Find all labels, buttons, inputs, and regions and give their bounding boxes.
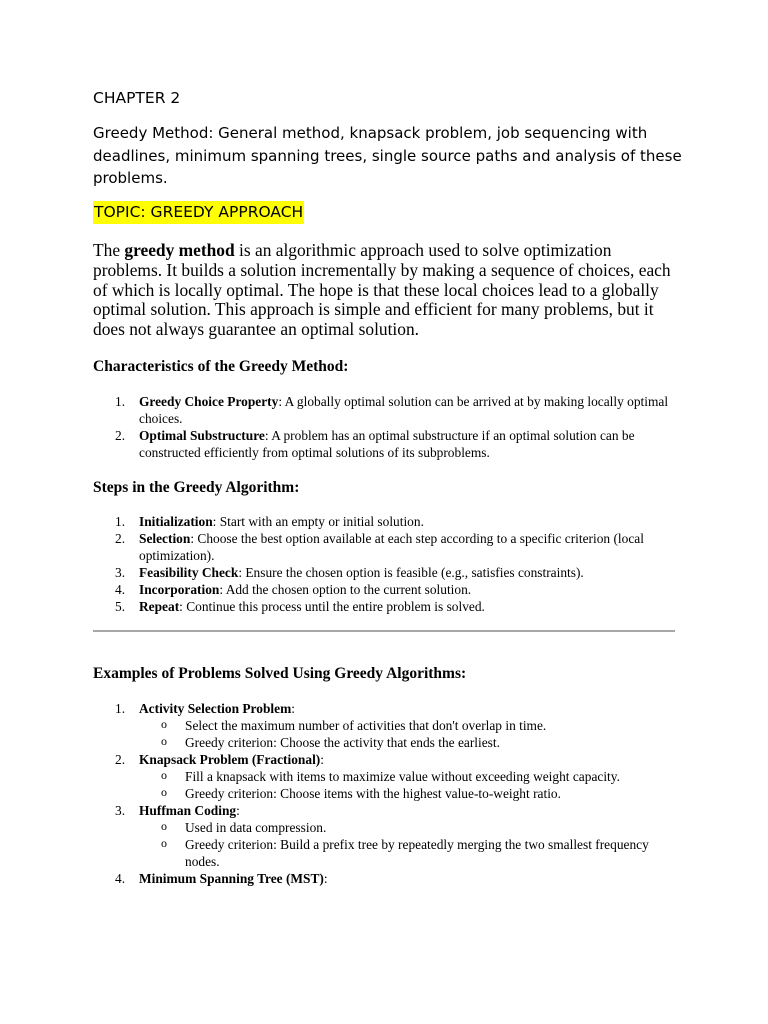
list-item — [93, 751, 683, 802]
characteristics-list — [93, 393, 683, 461]
sub-list-item — [139, 734, 683, 751]
bullet-icon: o — [161, 785, 167, 799]
sub-list — [139, 768, 683, 802]
list-number: 1. — [115, 514, 126, 529]
list-number: 3. — [115, 803, 126, 818]
characteristics-heading: Characteristics of the Greedy Method: — [93, 358, 349, 375]
sub-item-text: Greedy criterion: Build a prefix tree by repeatedly merging the two smallest frequency nodes. — [185, 837, 649, 869]
list-term: Minimum Spanning Tree (MST) — [139, 871, 324, 886]
list-number: 3. — [115, 565, 126, 580]
list-item — [93, 393, 683, 427]
list-number: 4. — [115, 582, 126, 597]
examples-heading: Examples of Problems Solved Using Greedy Algorithms: — [93, 665, 467, 682]
list-term: Knapsack Problem (Fractional) — [139, 752, 321, 767]
sub-list-item — [139, 785, 683, 802]
sub-item-text: Fill a knapsack with items to maximize value without exceeding weight capacity. — [185, 769, 620, 784]
bullet-icon: o — [161, 819, 167, 833]
list-text: : Add the chosen option to the current solution. — [219, 582, 472, 597]
sub-list-item — [139, 836, 683, 870]
bullet-icon: o — [161, 734, 167, 748]
list-term: Incorporation — [139, 582, 220, 597]
sub-item-text: Select the maximum number of activities that don't overlap in time. — [185, 718, 547, 733]
list-number: 2. — [115, 531, 126, 546]
bullet-icon: o — [161, 836, 167, 850]
list-text: : Ensure the chosen option is feasible (e.g., satisfies constraints). — [238, 565, 584, 580]
sub-list-item — [139, 717, 683, 734]
list-text: : — [236, 803, 240, 818]
list-number: 2. — [115, 752, 126, 767]
bullet-icon: o — [161, 768, 167, 782]
list-term: Optimal Substructure — [139, 428, 265, 443]
list-number: 2. — [115, 428, 126, 443]
sub-list — [139, 717, 683, 751]
examples-list — [93, 700, 683, 887]
list-item — [93, 802, 683, 870]
horizontal-rule — [93, 630, 675, 632]
list-text: : A problem has an optimal substructure if an optimal solution can be constructed efficiently from optimal solutions of its subproblems. — [139, 428, 635, 460]
list-term: Initialization — [139, 514, 213, 529]
intro-text-before: The — [93, 240, 125, 260]
list-item — [93, 581, 683, 598]
list-term: Huffman Coding — [139, 803, 237, 818]
sub-item-text: Used in data compression. — [185, 820, 327, 835]
list-term: Feasibility Check — [139, 565, 239, 580]
list-item — [93, 700, 683, 751]
list-text: : — [291, 701, 295, 716]
list-text: : Choose the best option available at each step according to a specific criterion (local optimization). — [139, 531, 644, 563]
list-item — [93, 530, 683, 564]
chapter-subtitle: Greedy Method: General method, knapsack problem, job sequencing with deadlines, minimum spanning trees, single source paths and analysis of these problems. — [93, 124, 682, 187]
sub-list-item — [139, 819, 683, 836]
list-number: 5. — [115, 599, 126, 614]
list-number: 4. — [115, 871, 126, 886]
intro-text-after: is an algorithmic approach used to solve optimization problems. It builds a solution incrementally by making a sequence of choices, each of which is locally optimal. The hope is that these local choices lead to a globally optimal solution. This approach is simple and efficient for many problems, but it does not always guarantee an optimal solution. — [93, 240, 671, 340]
topic-heading: TOPIC: GREEDY APPROACH — [93, 201, 304, 224]
chapter-title: CHAPTER 2 — [93, 89, 181, 107]
list-number: 1. — [115, 394, 126, 409]
list-number: 1. — [115, 701, 126, 716]
steps-list — [93, 513, 683, 615]
list-term: Repeat — [139, 599, 180, 614]
intro-paragraph — [93, 241, 678, 340]
list-text: : — [323, 871, 328, 886]
intro-bold-term: greedy method — [124, 240, 235, 260]
sub-item-text: Greedy criterion: Choose the activity that ends the earliest. — [185, 735, 500, 750]
list-term: Activity Selection Problem — [139, 701, 292, 716]
sub-item-text: Greedy criterion: Choose items with the highest value-to-weight ratio. — [185, 786, 561, 801]
list-text: : Start with an empty or initial solution. — [212, 514, 424, 529]
list-text: : — [320, 752, 324, 767]
list-item — [93, 427, 683, 461]
list-text: : A globally optimal solution can be arrived at by making locally optimal choices. — [139, 394, 669, 426]
steps-heading: Steps in the Greedy Algorithm: — [93, 479, 300, 496]
list-item — [93, 513, 683, 530]
bullet-icon: o — [161, 717, 167, 731]
list-item — [93, 564, 683, 581]
list-item — [93, 598, 683, 615]
list-item — [93, 870, 683, 887]
sub-list-item — [139, 768, 683, 785]
list-text: : Continue this process until the entire problem is solved. — [179, 599, 485, 614]
sub-list — [139, 819, 683, 870]
list-term: Selection — [139, 531, 191, 546]
list-term: Greedy Choice Property — [139, 394, 279, 409]
